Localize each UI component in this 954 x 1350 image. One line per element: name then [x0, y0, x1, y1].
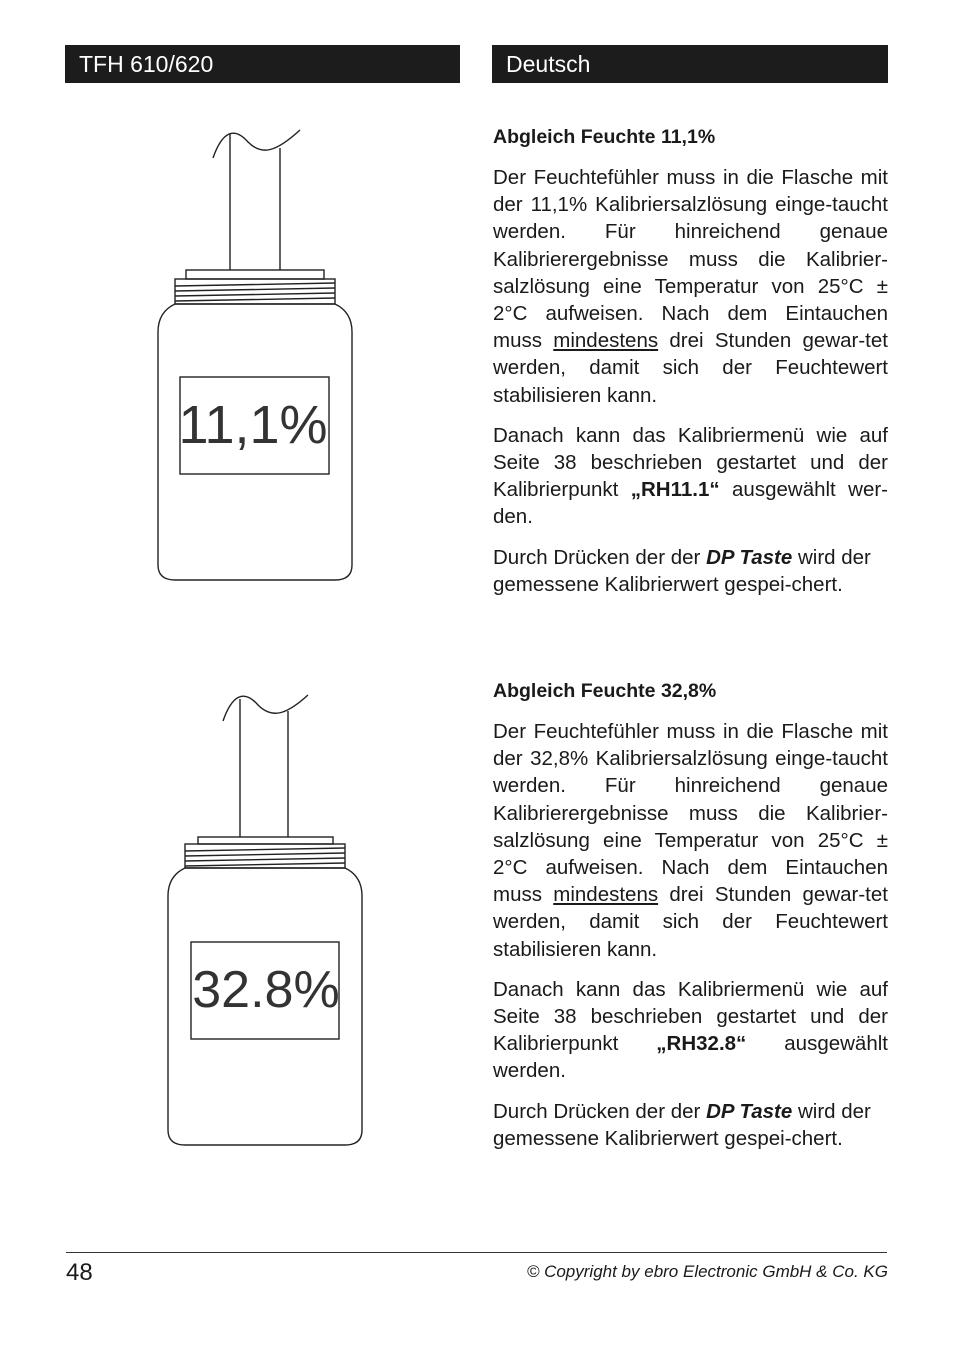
section-heading: Abgleich Feuchte 11,1% [493, 126, 716, 148]
bottle-label-1: 11,1% [178, 395, 328, 455]
paragraph-instructions: Der Feuchtefühler muss in die Flasche mit der 32,8% Kalibriersalzlösung einge-taucht werden. Für hinreichend genaue Kalibrierergebnisse muss die Kalibrier-salzlösung eine Temperatur von 25°C ± 2°C aufweisen. Nach dem Eintauchen muss mindestens drei Stunden gewar-tet werden, damit sich der Feuchtewert stabilisieren kann. [493, 720, 888, 961]
footer-divider [66, 1252, 887, 1253]
header-left-title: TFH 610/620 [65, 45, 460, 83]
copyright-notice: © Copyright by ebro Electronic GmbH & Co. KG [526, 1262, 888, 1281]
bottle-label-2: 32.8% [192, 961, 340, 1019]
paragraph-save: Durch Drücken der der DP Taste wird der gemessene Kalibrierwert gespei-chert. [493, 1099, 871, 1150]
bottle-illustration-2 [160, 685, 370, 1150]
probe-cable-curve [223, 695, 308, 721]
paragraph-save: Durch Drücken der der DP Taste wird der gemessene Kalibrierwert gespei-chert. [493, 545, 871, 596]
paragraph-calibration-menu: Danach kann das Kalibriermenü wie auf Seite 38 beschrieben gestartet und der Kalibrierpunkt „RH32.8“ ausgewählt werden. [493, 977, 888, 1083]
section-heading: Abgleich Feuchte 32,8% [493, 680, 717, 702]
section-humidity-32-8 [493, 678, 888, 1165]
bottle-illustration-1 [150, 120, 360, 585]
probe-cable-curve [213, 130, 300, 158]
page-number: 48 [66, 1259, 93, 1286]
paragraph-calibration-menu: Danach kann das Kalibriermenü wie auf Seite 38 beschrieben gestartet und der Kalibrierpunkt „RH11.1“ ausgewählt wer-den. [493, 423, 888, 529]
section-humidity-11-1 [493, 124, 888, 611]
header-right-title: Deutsch [492, 45, 888, 83]
paragraph-instructions: Der Feuchtefühler muss in die Flasche mit der 11,1% Kalibriersalzlösung einge-taucht werden. Für hinreichend genaue Kalibrierergebnisse muss die Kalibrier-salzlösung eine Temperatur von 25°C ± 2°C aufweisen. Nach dem Eintauchen muss mindestens drei Stunden gewar-tet werden, damit sich der Feuchtewert stabilisieren kann. [493, 166, 888, 407]
